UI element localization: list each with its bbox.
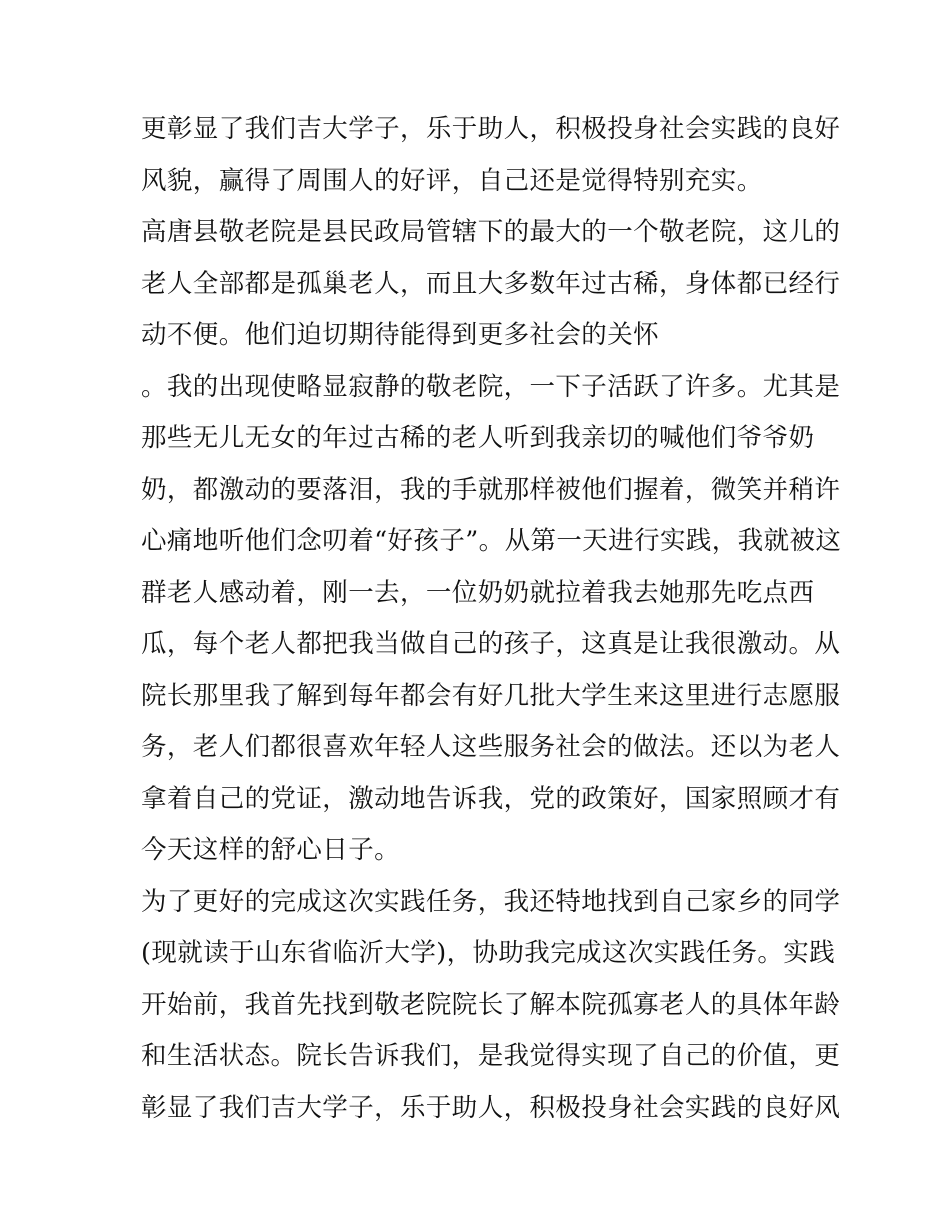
text-line: 务，老人们都很喜欢年轻人这些服务社会的做法。还以为老人 [141,732,841,762]
text-line: 群老人感动着，刚一去，一位奶奶就拉着我去她那先吃点西 [141,577,815,608]
text-line: 瓜，每个老人都把我当做自己的孩子，这真是让我很激动。从 [141,629,841,659]
text-line: 心痛地听他们念叨着“好孩子”。从第一天进行实践，我就被这 [141,526,842,556]
text-line: 。我的出现使略显寂静的敬老院，一下子活跃了许多。尤其是 [141,371,841,402]
text-line: 奶，都激动的要落泪，我的手就那样被他们握着，微笑并稍许 [141,474,841,505]
text-line: 风貌，赢得了周围人的好评，自己还是觉得特别充实。 [141,165,763,196]
text-line: (现就读于山东省临沂大学)，协助我完成这次实践任务。实践 [141,938,836,968]
text-line: 今天这样的舒心日子。 [141,835,401,865]
text-line: 更彰显了我们吉大学子，乐于助人，积极投身社会实践的良好 [141,114,841,144]
text-line: 为了更好的完成这次实践任务，我还特地找到自己家乡的同学 [141,886,841,917]
text-line: 和生活状态。院长告诉我们，是我觉得实现了自己的价值，更 [141,1041,841,1071]
document-body [141,104,842,1134]
text-line: 动不便。他们迫切期待能得到更多社会的关怀 [141,320,660,350]
text-line: 拿着自己的党证，激动地告诉我，党的政策好，国家照顾才有 [141,783,841,814]
text-line: 院长那里我了解到每年都会有好几批大学生来这里进行志愿服 [141,680,841,711]
text-line: 那些无儿无女的年过古稀的老人听到我亲切的喊他们爷爷奶 [141,423,815,453]
text-line: 开始前，我首先找到敬老院院长了解本院孤寡老人的具体年龄 [141,989,841,1020]
text-line: 彰显了我们吉大学子，乐于助人，积极投身社会实践的良好风 [141,1092,841,1123]
text-line: 老人全部都是孤巢老人，而且大多数年过古稀，身体都已经行 [141,268,841,299]
text-line: 高唐县敬老院是县民政局管辖下的最大的一个敬老院，这儿的 [141,217,841,247]
